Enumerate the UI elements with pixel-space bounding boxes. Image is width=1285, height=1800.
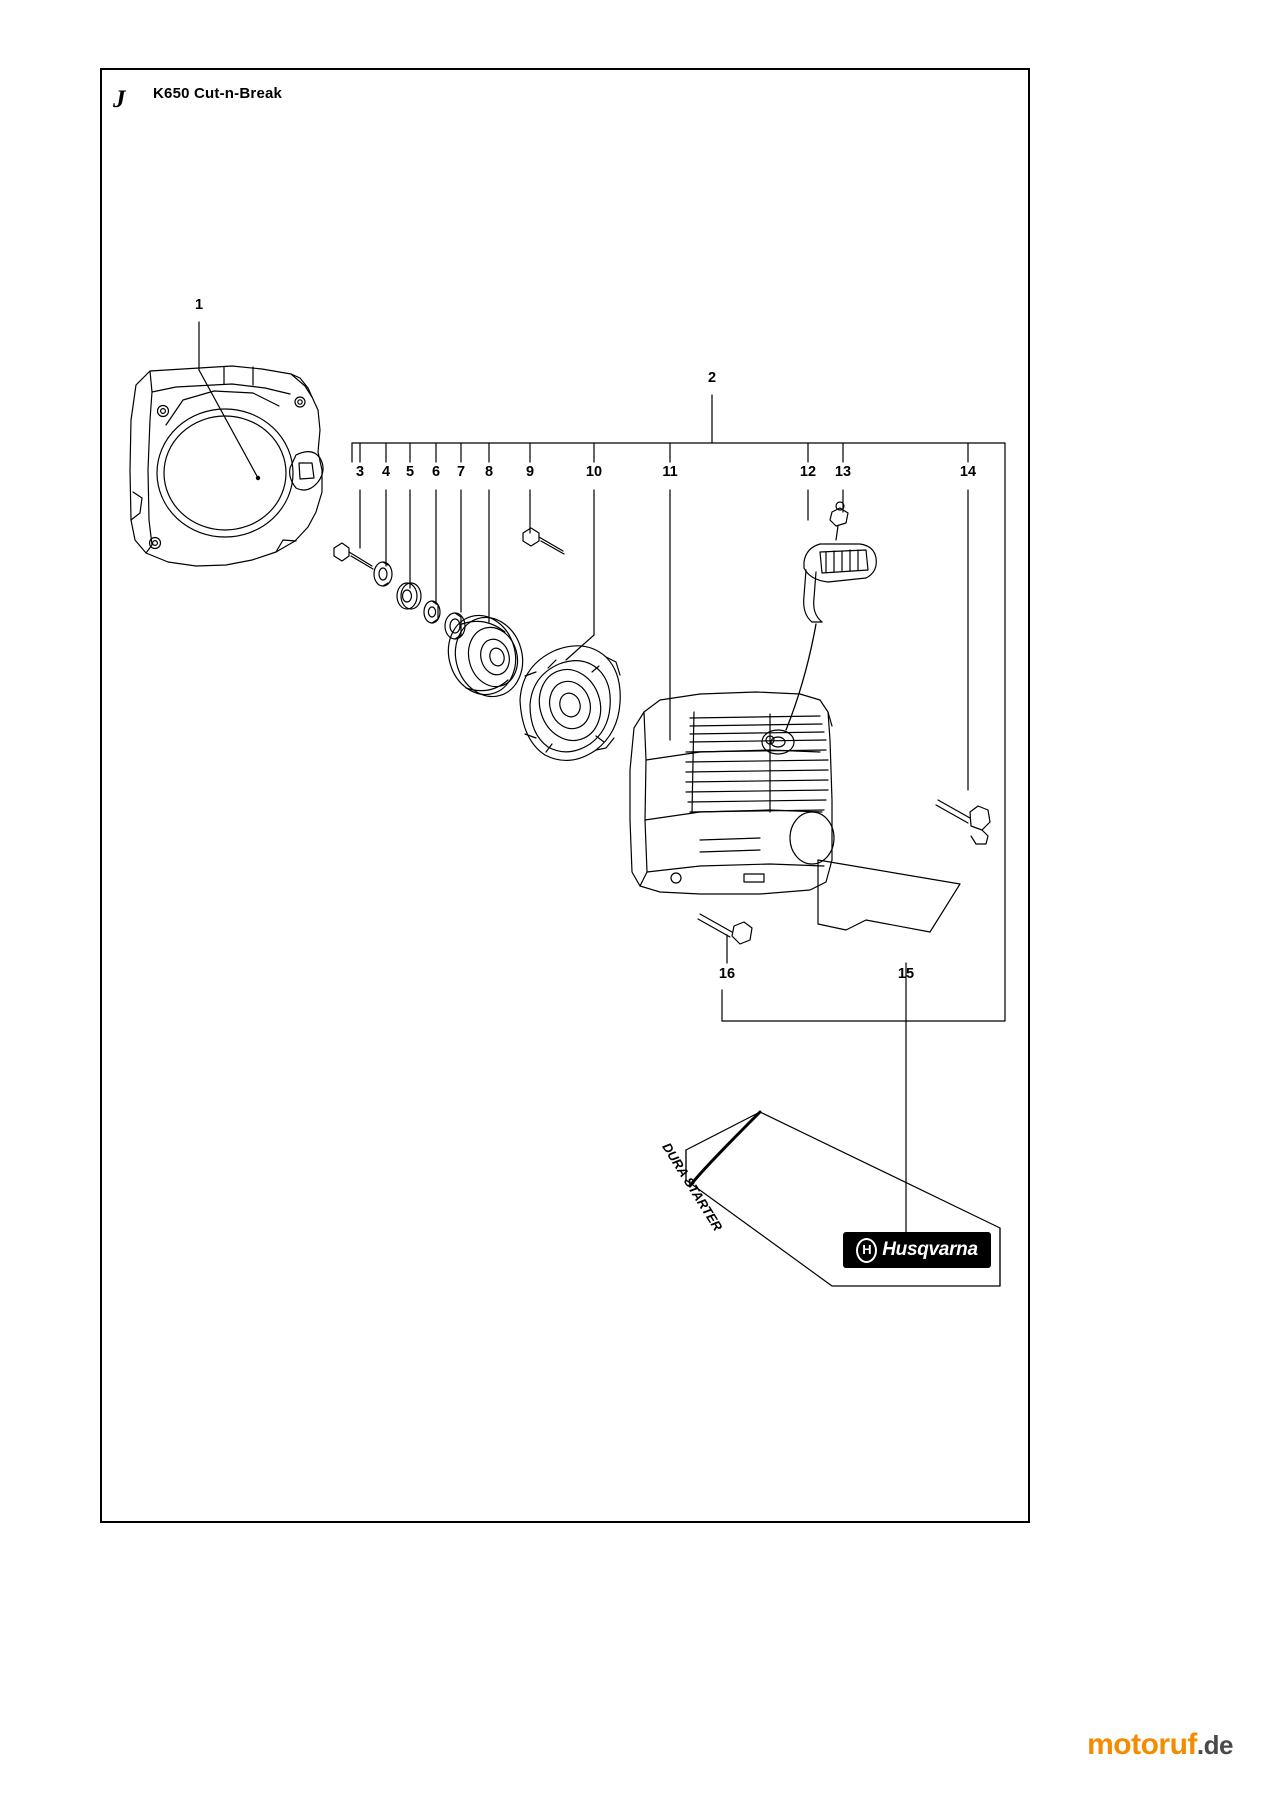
callout-16: 16	[718, 966, 736, 982]
callout-4: 4	[381, 464, 391, 480]
callout-8: 8	[484, 464, 494, 480]
callout-12: 12	[799, 464, 817, 480]
callout-2: 2	[707, 370, 717, 386]
husqvarna-wordmark: Husqvarna	[882, 1239, 978, 1260]
diagram-frame	[100, 68, 1030, 1523]
callout-10: 10	[585, 464, 603, 480]
watermark	[1087, 1728, 1233, 1762]
callout-7: 7	[456, 464, 466, 480]
section-letter: J	[113, 86, 126, 113]
page-title: K650 Cut-n-Break	[153, 85, 283, 102]
callout-15: 15	[897, 966, 915, 982]
callout-9: 9	[525, 464, 535, 480]
husqvarna-logo	[843, 1232, 991, 1268]
callout-14: 14	[959, 464, 977, 480]
callout-6: 6	[431, 464, 441, 480]
callout-13: 13	[834, 464, 852, 480]
callout-1: 1	[194, 297, 204, 313]
callout-11: 11	[662, 464, 678, 480]
watermark-brand: motoruf	[1087, 1728, 1197, 1761]
watermark-tld: .de	[1196, 1730, 1233, 1760]
callout-5: 5	[405, 464, 415, 480]
callout-3: 3	[355, 464, 365, 480]
husqvarna-h-mark: H	[856, 1238, 877, 1263]
decal-product-text: DURA STARTER	[659, 1140, 726, 1234]
